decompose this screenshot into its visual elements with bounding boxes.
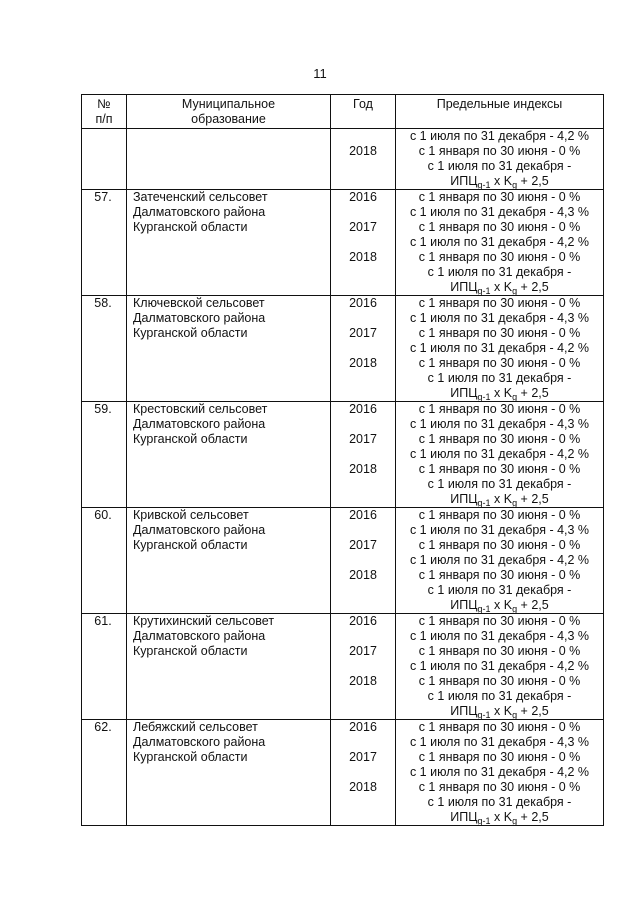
municipality-line: Курганской области xyxy=(133,432,248,446)
page-number: 11 xyxy=(313,66,327,81)
index-line: с 1 июля по 31 декабря - 4,3 % xyxy=(409,735,590,749)
continuation-year-cell xyxy=(331,129,396,190)
table-row xyxy=(82,190,604,296)
tariff-index-table xyxy=(81,94,604,826)
index-line: с 1 июля по 31 декабря - 4,2 % xyxy=(409,341,590,355)
table-header-row xyxy=(82,95,604,129)
index-line: с 1 июля по 31 декабря - xyxy=(427,371,572,385)
year-line xyxy=(331,492,395,507)
continuation-number-cell xyxy=(82,129,127,190)
header-municipality-line2: образование xyxy=(191,112,266,126)
year-line: 2017 xyxy=(349,326,377,340)
municipality-lines xyxy=(127,190,330,235)
year-cell xyxy=(331,508,396,614)
formula-tail: + 2,5 xyxy=(517,280,549,294)
municipality-line: Далматовского района xyxy=(133,735,266,749)
header-year xyxy=(331,95,396,129)
index-line: с 1 января по 30 июня - 0 % xyxy=(418,326,581,340)
index-line: с 1 января по 30 июня - 0 % xyxy=(418,644,581,658)
year-line: 2017 xyxy=(349,538,377,552)
formula-times-k: x K xyxy=(490,386,513,400)
formula-ipc-subscript: g-1 xyxy=(477,710,491,720)
header-number-line2: п/п xyxy=(95,112,113,126)
table-row xyxy=(82,508,604,614)
indices-cell xyxy=(396,720,604,826)
formula-line xyxy=(396,174,603,189)
index-line: с 1 января по 30 июня - 0 % xyxy=(418,144,581,158)
year-line xyxy=(331,583,395,598)
index-line: с 1 июля по 31 декабря - 4,3 % xyxy=(409,311,590,325)
formula-tail: + 2,5 xyxy=(517,492,549,506)
year-line xyxy=(331,765,395,780)
year-line xyxy=(331,447,395,462)
formula-ipc: ИПЦ xyxy=(450,174,478,188)
year-line xyxy=(331,735,395,750)
indices-lines xyxy=(396,720,603,825)
row-number: 57. xyxy=(94,190,112,204)
municipality-line: Кривской сельсовет xyxy=(133,508,249,522)
row-number-cell xyxy=(82,402,127,508)
year-line: 2018 xyxy=(349,356,377,370)
municipality-line: Курганской области xyxy=(133,644,248,658)
formula-times-k: x K xyxy=(490,598,513,612)
year-line xyxy=(331,795,395,810)
formula-times-k: x K xyxy=(490,704,513,718)
municipality-lines xyxy=(127,508,330,553)
index-line: с 1 июля по 31 декабря - 4,2 % xyxy=(409,765,590,779)
year-line xyxy=(331,810,395,825)
municipality-line: Ключевской сельсовет xyxy=(133,296,265,310)
formula-ipc-subscript: g-1 xyxy=(477,180,491,190)
year-line: 2018 xyxy=(349,674,377,688)
row-number-cell xyxy=(82,190,127,296)
index-line: с 1 января по 30 июня - 0 % xyxy=(418,674,581,688)
municipality-line: Курганской области xyxy=(133,538,248,552)
indices-lines xyxy=(396,508,603,613)
index-line: с 1 июля по 31 декабря - 4,3 % xyxy=(409,629,590,643)
index-line: с 1 января по 30 июня - 0 % xyxy=(418,462,581,476)
continuation-indices-cell xyxy=(396,129,604,190)
year-line: 2016 xyxy=(349,720,377,734)
formula-times-k: x K xyxy=(490,174,513,188)
year-line: 2017 xyxy=(349,220,377,234)
municipality-line: Крутихинский сельсовет xyxy=(133,614,275,628)
year-lines xyxy=(331,614,395,719)
index-line: с 1 января по 30 июня - 0 % xyxy=(418,720,581,734)
municipality-line: Далматовского района xyxy=(133,205,266,219)
row-number-lines xyxy=(82,402,126,417)
municipality-cell xyxy=(127,402,331,508)
formula-k-subscript: g xyxy=(512,604,518,614)
index-line: с 1 июля по 31 декабря - 4,3 % xyxy=(409,417,590,431)
indices-cell xyxy=(396,190,604,296)
indices-cell xyxy=(396,508,604,614)
index-line: с 1 июля по 31 декабря - xyxy=(427,159,572,173)
row-number-lines xyxy=(82,190,126,205)
header-number xyxy=(82,95,127,129)
formula-tail: + 2,5 xyxy=(517,174,549,188)
year-line: 2016 xyxy=(349,402,377,416)
indices-lines xyxy=(396,296,603,401)
year-line xyxy=(331,553,395,568)
index-line: с 1 января по 30 июня - 0 % xyxy=(418,538,581,552)
index-line: с 1 июля по 31 декабря - xyxy=(427,583,572,597)
continuation-name-cell xyxy=(127,129,331,190)
formula-ipc: ИПЦ xyxy=(450,280,478,294)
index-line: с 1 января по 30 июня - 0 % xyxy=(418,190,581,204)
year-lines xyxy=(331,402,395,507)
year-lines xyxy=(331,508,395,613)
formula-tail: + 2,5 xyxy=(517,386,549,400)
year-cell xyxy=(331,720,396,826)
year-line xyxy=(331,523,395,538)
year-line xyxy=(331,265,395,280)
indices-lines xyxy=(396,190,603,295)
index-line: с 1 июля по 31 декабря - 4,2 % xyxy=(409,129,590,143)
formula-k-subscript: g xyxy=(512,498,518,508)
indices-lines xyxy=(396,614,603,719)
index-line: с 1 января по 30 июня - 0 % xyxy=(418,432,581,446)
formula-ipc: ИПЦ xyxy=(450,598,478,612)
index-line: с 1 января по 30 июня - 0 % xyxy=(418,508,581,522)
formula-line xyxy=(396,280,603,295)
index-line: с 1 июля по 31 декабря - 4,2 % xyxy=(409,553,590,567)
row-number-cell xyxy=(82,296,127,402)
municipality-line: Курганской области xyxy=(133,220,248,234)
year-line xyxy=(331,704,395,719)
formula-line xyxy=(396,492,603,507)
indices-lines xyxy=(396,402,603,507)
header-municipality-line1: Муниципальное xyxy=(181,97,276,111)
index-line: с 1 июля по 31 декабря - 4,3 % xyxy=(409,523,590,537)
table-row xyxy=(82,614,604,720)
year-line xyxy=(331,417,395,432)
row-number: 61. xyxy=(94,614,112,628)
municipality-line: Крестовский сельсовет xyxy=(133,402,268,416)
index-line: с 1 января по 30 июня - 0 % xyxy=(418,250,581,264)
year-line: 2018 xyxy=(349,780,377,794)
municipality-cell xyxy=(127,296,331,402)
year-cell xyxy=(331,190,396,296)
header-number-line1: № xyxy=(97,97,111,111)
formula-line xyxy=(396,386,603,401)
year-line: 2016 xyxy=(349,614,377,628)
municipality-lines xyxy=(127,720,330,765)
row-number-cell xyxy=(82,614,127,720)
index-line: с 1 июля по 31 декабря - 4,3 % xyxy=(409,205,590,219)
formula-ipc: ИПЦ xyxy=(450,704,478,718)
year-line xyxy=(331,689,395,704)
formula-ipc-subscript: g-1 xyxy=(477,498,491,508)
municipality-line: Затеченский сельсовет xyxy=(133,190,268,204)
formula-ipc: ИПЦ xyxy=(450,386,478,400)
row-number-lines xyxy=(82,614,126,629)
formula-times-k: x K xyxy=(490,280,513,294)
formula-ipc-subscript: g-1 xyxy=(477,392,491,402)
municipality-cell xyxy=(127,720,331,826)
formula-k-subscript: g xyxy=(512,180,518,190)
formula-k-subscript: g xyxy=(512,392,518,402)
year-line: 2017 xyxy=(349,644,377,658)
row-number-lines xyxy=(82,296,126,311)
year-line: 2018 xyxy=(349,144,377,158)
index-line: с 1 июля по 31 декабря - xyxy=(427,689,572,703)
municipality-line: Курганской области xyxy=(133,750,248,764)
index-line: с 1 июля по 31 декабря - 4,2 % xyxy=(409,235,590,249)
year-cell xyxy=(331,402,396,508)
header-municipality xyxy=(127,95,331,129)
formula-ipc: ИПЦ xyxy=(450,810,478,824)
year-line xyxy=(331,598,395,613)
year-line: 2016 xyxy=(349,508,377,522)
index-line: с 1 июля по 31 декабря - 4,2 % xyxy=(409,447,590,461)
formula-times-k: x K xyxy=(490,492,513,506)
year-line xyxy=(331,629,395,644)
index-line: с 1 января по 30 июня - 0 % xyxy=(418,220,581,234)
formula-line xyxy=(396,810,603,825)
row-number-cell xyxy=(82,720,127,826)
indices-cell xyxy=(396,402,604,508)
year-line: 2016 xyxy=(349,190,377,204)
year-line xyxy=(331,371,395,386)
continuation-row xyxy=(82,129,604,190)
formula-line xyxy=(396,704,603,719)
year-line xyxy=(331,235,395,250)
formula-line xyxy=(396,598,603,613)
header-indices-label: Предельные индексы xyxy=(436,97,563,111)
municipality-lines xyxy=(127,614,330,659)
index-line: с 1 января по 30 июня - 0 % xyxy=(418,750,581,764)
formula-times-k: x K xyxy=(490,810,513,824)
year-line: 2017 xyxy=(349,432,377,446)
index-line: с 1 июля по 31 декабря - xyxy=(427,477,572,491)
index-line: с 1 января по 30 июня - 0 % xyxy=(418,402,581,416)
year-line xyxy=(331,174,395,189)
index-line: с 1 июля по 31 декабря - xyxy=(427,265,572,279)
municipality-cell xyxy=(127,614,331,720)
formula-ipc-subscript: g-1 xyxy=(477,816,491,826)
year-line xyxy=(331,386,395,401)
year-cell xyxy=(331,614,396,720)
year-line: 2018 xyxy=(349,462,377,476)
formula-tail: + 2,5 xyxy=(517,704,549,718)
municipality-line: Далматовского района xyxy=(133,311,266,325)
index-line: с 1 января по 30 июня - 0 % xyxy=(418,568,581,582)
row-number: 58. xyxy=(94,296,112,310)
index-line: с 1 января по 30 июня - 0 % xyxy=(418,356,581,370)
formula-ipc-subscript: g-1 xyxy=(477,286,491,296)
table-row xyxy=(82,720,604,826)
index-line: с 1 января по 30 июня - 0 % xyxy=(418,296,581,310)
row-number: 62. xyxy=(94,720,112,734)
indices-cell xyxy=(396,614,604,720)
index-line: с 1 июля по 31 декабря - xyxy=(427,795,572,809)
formula-k-subscript: g xyxy=(512,286,518,296)
year-line: 2018 xyxy=(349,250,377,264)
year-line xyxy=(331,311,395,326)
year-line: 2016 xyxy=(349,296,377,310)
year-lines xyxy=(331,720,395,825)
table-row xyxy=(82,402,604,508)
year-line xyxy=(331,159,395,174)
year-line: 2018 xyxy=(349,568,377,582)
formula-tail: + 2,5 xyxy=(517,598,549,612)
table-row xyxy=(82,296,604,402)
year-line xyxy=(331,129,395,144)
formula-ipc: ИПЦ xyxy=(450,492,478,506)
formula-k-subscript: g xyxy=(512,816,518,826)
header-indices xyxy=(396,95,604,129)
row-number-lines xyxy=(82,508,126,523)
year-lines xyxy=(331,190,395,295)
year-cell xyxy=(331,296,396,402)
municipality-line: Далматовского района xyxy=(133,523,266,537)
year-line xyxy=(331,341,395,356)
index-line: с 1 июля по 31 декабря - 4,2 % xyxy=(409,659,590,673)
year-line xyxy=(331,477,395,492)
header-year-label: Год xyxy=(353,97,373,111)
municipality-lines xyxy=(127,402,330,447)
municipality-cell xyxy=(127,508,331,614)
row-number-lines xyxy=(82,720,126,735)
row-number-cell xyxy=(82,508,127,614)
year-line xyxy=(331,659,395,674)
formula-tail: + 2,5 xyxy=(517,810,549,824)
row-number: 60. xyxy=(94,508,112,522)
row-number: 59. xyxy=(94,402,112,416)
index-line: с 1 января по 30 июня - 0 % xyxy=(418,614,581,628)
year-lines xyxy=(331,296,395,401)
formula-k-subscript: g xyxy=(512,710,518,720)
municipality-cell xyxy=(127,190,331,296)
municipality-line: Лебяжский сельсовет xyxy=(133,720,258,734)
municipality-lines xyxy=(127,296,330,341)
municipality-line: Далматовского района xyxy=(133,629,266,643)
year-line xyxy=(331,280,395,295)
indices-cell xyxy=(396,296,604,402)
index-line: с 1 января по 30 июня - 0 % xyxy=(418,780,581,794)
municipality-line: Курганской области xyxy=(133,326,248,340)
municipality-line: Далматовского района xyxy=(133,417,266,431)
year-line xyxy=(331,205,395,220)
year-line: 2017 xyxy=(349,750,377,764)
formula-ipc-subscript: g-1 xyxy=(477,604,491,614)
